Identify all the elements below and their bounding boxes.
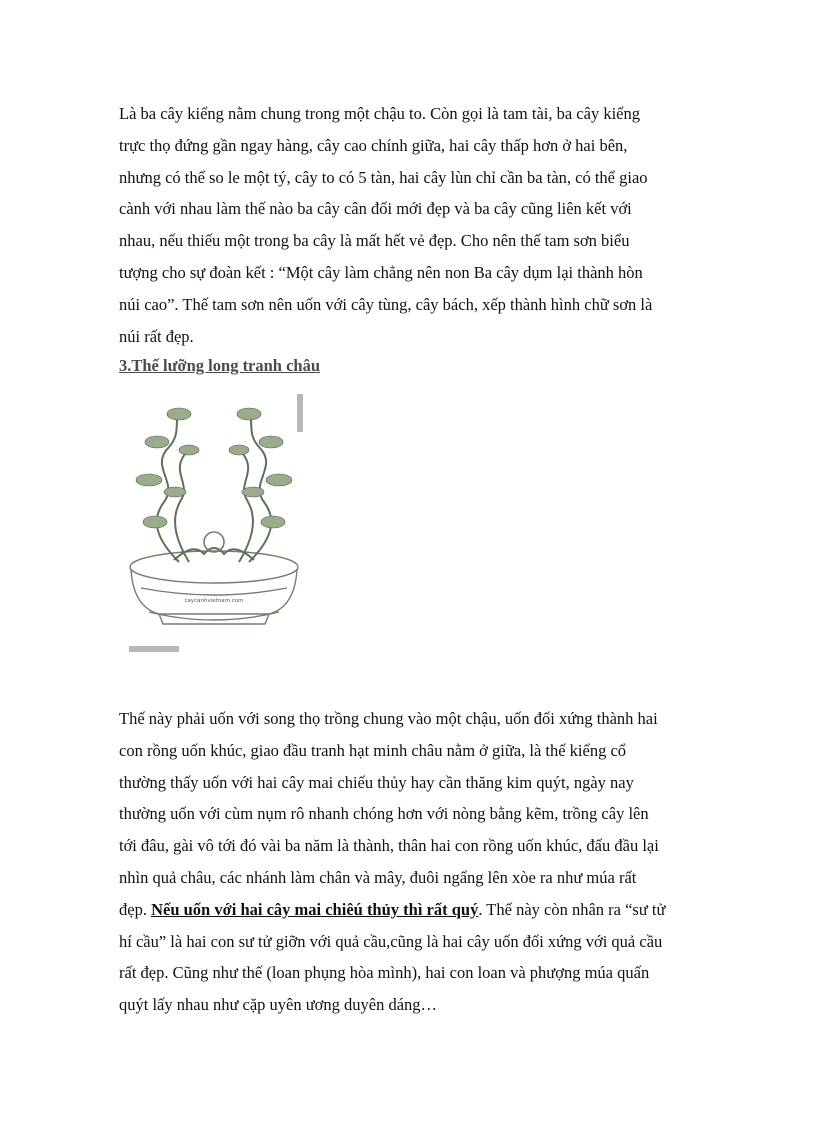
- image-edge: [297, 394, 303, 432]
- text-line: hí cầu” là hai con sư tử giỡn với quả cầu,cũng là hai cây uốn đối xứng với quả cầu: [119, 931, 663, 951]
- text-line: nhìn quả châu, các nhánh làm chân và mây, đuôi ngẩng lên xòe ra như múa rất: [119, 867, 637, 887]
- text-line: tượng cho sự đoàn kết : “Một cây làm chẳng nên non Ba cây dụm lại thành hòn: [119, 262, 643, 282]
- text-line: thường uốn với cùm nụm rô nhanh chóng hơn với nòng bằng kẽm, trồng cây lên: [119, 804, 649, 824]
- text-line: Thế này phải uốn với song thọ trồng chung vào một chậu, uốn đối xứng thành hai: [119, 709, 658, 728]
- text-line: quýt lấy nhau như cặp uyên ương duyên dáng…: [119, 995, 438, 1015]
- text-line: nhưng có thể so le một tý, cây to có 5 tàn, hai cây lùn chỉ cần ba tàn, có thể giao: [119, 167, 648, 187]
- text-segment: . Thế này còn nhân ra “sư tử: [478, 899, 666, 919]
- image-watermark: caycanhvietnam.com: [184, 598, 244, 604]
- paragraph-tam-son: [119, 98, 719, 352]
- text-line: con rồng uốn khúc, giao đầu tranh hạt minh châu nằm ở giữa, là thế kiểng cổ: [119, 740, 627, 760]
- text-line: trực thọ đứng gần ngay hàng, cây cao chính giữa, hai cây thấp hơn ở hai bên,: [119, 135, 628, 155]
- text-line: núi cao”. Thế tam sơn nên uốn với cây tùng, cây bách, xếp thành hình chữ sơn là: [119, 294, 653, 314]
- text-line: rất đẹp. Cũng như thế (loan phụng hòa mình), hai con loan và phượng múa quấn: [119, 963, 650, 983]
- text-line-mixed: [119, 894, 719, 926]
- text-line: núi rất đẹp.: [119, 326, 194, 346]
- text-line: thường thấy uốn với hai cây mai chiếu thủy hay cần thăng kim quýt, ngày nay: [119, 772, 634, 792]
- text-line: tới đâu, gài vô tới đó vài ba năm là thành, thân hai con rồng uốn khúc, đấu đầu lại: [119, 836, 659, 856]
- image-edge: [129, 646, 179, 652]
- section-heading: 3.Thế lưỡng long tranh châu: [119, 356, 321, 375]
- twin-dragon-bonsai-drawing: [119, 392, 309, 654]
- bonsai-illustration: [119, 392, 309, 654]
- text-line: Là ba cây kiểng nằm chung trong một chậu to. Còn gọi là tam tài, ba cây kiểng: [119, 104, 640, 123]
- text-segment: đẹp.: [119, 899, 152, 919]
- emphasized-text: Nếu uốn với hai cây mai chiêú thủy thì rất quý: [151, 899, 479, 919]
- text-line: nhau, nếu thiếu một trong ba cây là mất hết vẻ đẹp. Cho nên thế tam sơn biểu: [119, 231, 630, 251]
- text-line: cành với nhau làm thế nào ba cây cân đối mới đẹp và ba cây cũng liên kết với: [119, 199, 632, 219]
- paragraph-luong-long: [119, 703, 719, 1021]
